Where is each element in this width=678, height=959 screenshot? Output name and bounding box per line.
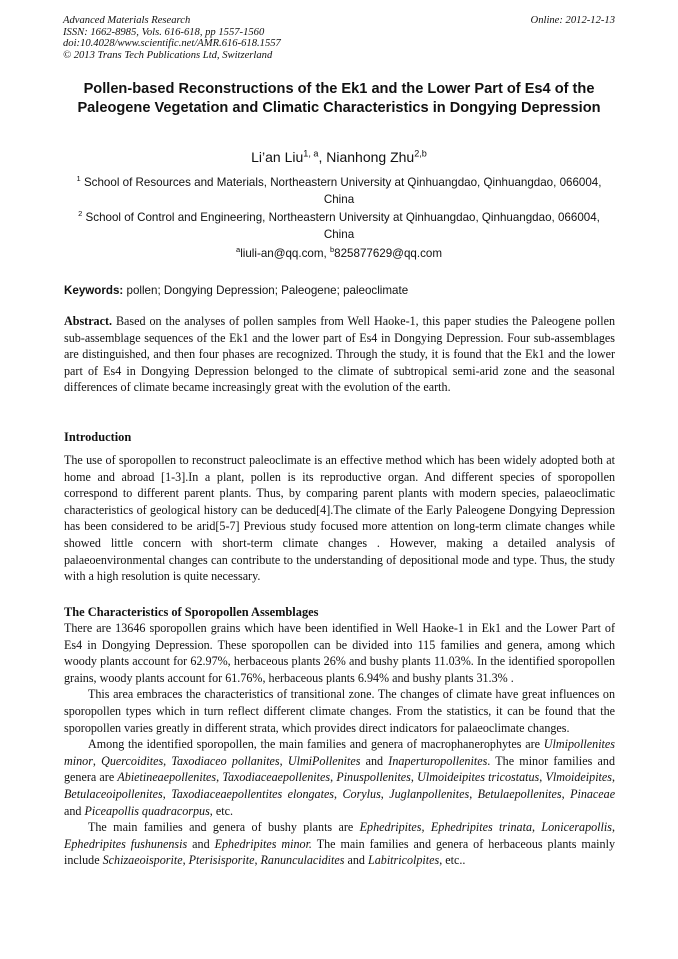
text-run: , bbox=[539, 770, 546, 785]
taxon-name: Ephedripites, Ephedripites trinata bbox=[359, 820, 532, 835]
email-line bbox=[63, 247, 615, 260]
abstract-text: Based on the analyses of pollen samples from Well Haoke-1, this paper studies the Paleogene pollen sub-assemblage sequences of the Ek1 and the lower part of Es4 in Dongying Depression. Four sub-assemblages are distinguished, and then four phases are recognized. Through the study, it is found that the Ek1 and the lower part of Es4 in Dongying Depression belonged to the climate of subtropical semi-arid zone and the seasonal differences of climate became increasingly great with the evolution of the earth. bbox=[64, 314, 615, 395]
text-run: , etc. bbox=[209, 803, 233, 818]
text-run: , bbox=[561, 786, 571, 801]
text-run: , bbox=[612, 770, 616, 785]
affiliation-2-mark: 2 bbox=[78, 209, 83, 219]
text-run: and bbox=[360, 753, 389, 768]
text-run: , bbox=[330, 770, 337, 785]
taxon-name: Taxodiaceo pollanites bbox=[171, 753, 280, 768]
doi-line: doi:10.4028/www.scientific.net/AMR.616-618.1557 bbox=[63, 38, 281, 50]
text-run: , bbox=[410, 770, 418, 785]
journal-header bbox=[63, 15, 615, 61]
introduction-heading: Introduction bbox=[64, 430, 132, 444]
affiliation-2 bbox=[63, 210, 615, 243]
text-run: , bbox=[216, 770, 223, 785]
taxon-name: Betulaepollenites bbox=[477, 786, 562, 801]
text-run: , bbox=[254, 853, 261, 868]
taxon-name: Vlmoideipites bbox=[545, 770, 612, 785]
paper-title: Pollen-based Reconstructions of the Ek1 and the Lower Part of Es4 of the Paleogene Vegetation and Climatic Characteristics in Dongying Depression bbox=[77, 81, 601, 116]
journal-name: Advanced Materials Research bbox=[63, 15, 191, 26]
characteristics-paragraph-2: This area embraces the characteristics of transitional zone. The changes of climate have great influences on sporopollen types which in turn reflect different climate changes. From the statistics, it can be found that the sporopollen varies greatly in different strata, which provides direct indicators for palaeoclimate changes. bbox=[64, 687, 615, 735]
taxon-name: Pinaceae bbox=[570, 786, 616, 801]
text-run: , bbox=[469, 786, 478, 801]
keywords-text: pollen; Dongying Depression; Paleogene; paleoclimate bbox=[123, 284, 409, 297]
text-run: , bbox=[611, 820, 615, 835]
issn-line: ISSN: 1662-8985, Vols. 616-618, pp 1557-1560 bbox=[63, 26, 265, 38]
text-run: . The minor families and genera are bbox=[64, 753, 616, 785]
characteristics-body bbox=[64, 620, 615, 869]
text-run: , bbox=[279, 753, 288, 768]
taxon-name: Betulaceoipollenites bbox=[64, 786, 163, 801]
taxon-name: Ephedripites minor. bbox=[214, 836, 312, 851]
taxon-name: Ephedripites fushunensis bbox=[64, 836, 188, 851]
taxon-name: Ranunculacidites bbox=[260, 853, 345, 868]
text-run: , bbox=[163, 753, 172, 768]
author-separator: , bbox=[318, 149, 327, 165]
affiliation-1 bbox=[63, 175, 615, 208]
characteristics-heading: The Characteristics of Sporopollen Assemblages bbox=[64, 605, 319, 619]
affiliation-1-text: School of Resources and Materials, Northeastern University at Qinhuangdao, Qinhuangdao, 066004, China bbox=[83, 176, 602, 206]
taxon-name: Labitricolpites bbox=[368, 853, 440, 868]
text-run: and bbox=[187, 836, 215, 851]
author-line bbox=[63, 149, 615, 165]
characteristics-paragraph-4 bbox=[64, 819, 615, 869]
copyright-line: © 2013 Trans Tech Publications Ltd, Switzerland bbox=[63, 49, 273, 61]
text-run: The main families and genera of herbaceous plants mainly include bbox=[64, 836, 615, 868]
characteristics-paragraph-1: There are 13646 sporopollen grains which have been identified in Well Haoke-1 in Ek1 and the Lower Part of Es4 in Dongying Depression. These sporopollen can be divided into 115 families and genera, among which woody plants account for 62.97%, herbaceous plants 26% and bushy plants 11.03%. In the identified sporopollen grains, woody plants account for 61.76%, herbaceous plants 6.94% and bushy plants 31.3% . bbox=[64, 621, 615, 685]
taxon-name: Piceapollis quadracorpus bbox=[84, 803, 210, 818]
taxon-name: Ulmipollenites minor bbox=[64, 737, 615, 768]
email-a-mark: a bbox=[236, 245, 241, 255]
taxon-name: Schizaeoisporite bbox=[102, 853, 183, 868]
taxon-name: Pterisisporite bbox=[188, 853, 255, 868]
taxon-name: Abietineaepollenites bbox=[117, 770, 217, 785]
text-run: , bbox=[182, 853, 189, 868]
taxon-name: Inaperturopollenites bbox=[388, 753, 488, 768]
taxon-name: Pinuspollenites bbox=[336, 770, 411, 785]
taxon-name: Taxodiaceaepollenites bbox=[222, 770, 331, 785]
taxon-name: Juglanpollenites bbox=[389, 786, 470, 801]
text-run: , bbox=[334, 786, 343, 801]
taxon-name: Quercoidites bbox=[101, 753, 164, 768]
email-a[interactable]: liuli-an@qq.com bbox=[240, 247, 324, 260]
taxon-name: Taxodiaceaepollentites elongates bbox=[171, 786, 335, 801]
text-run: , etc.. bbox=[439, 853, 466, 868]
author-2-affil-mark: 2,b bbox=[414, 148, 427, 159]
characteristics-paragraph-3 bbox=[64, 736, 615, 819]
keywords-label: Keywords: bbox=[64, 284, 124, 297]
taxon-name: Lonicerapollis bbox=[541, 820, 612, 835]
text-run: , bbox=[380, 786, 390, 801]
text-run: , bbox=[92, 753, 102, 768]
affiliation-1-mark: 1 bbox=[76, 174, 81, 184]
text-run: Among the identified sporopollen, the main families and genera of macrophanerophytes are bbox=[88, 737, 544, 752]
affiliation-2-text: School of Control and Engineering, Northeastern University at Qinhuangdao, Qinhuangdao, 066004, China bbox=[85, 211, 600, 241]
keywords bbox=[64, 284, 616, 297]
author-1: Li’an Liu bbox=[251, 149, 304, 165]
author-1-affil-mark: 1, a bbox=[303, 148, 319, 159]
online-date: Online: 2012-12-13 bbox=[530, 15, 615, 26]
abstract-label: Abstract. bbox=[64, 314, 113, 328]
text-run: The main families and genera of bushy plants are bbox=[88, 820, 360, 835]
text-run: and bbox=[344, 853, 368, 868]
email-b-mark: b bbox=[329, 245, 335, 255]
taxon-name: Corylus bbox=[342, 786, 381, 801]
author-2: Nianhong Zhu bbox=[326, 149, 415, 165]
taxon-name: UlmiPollenites bbox=[287, 753, 361, 768]
text-run: , bbox=[162, 786, 172, 801]
email-separator: , bbox=[323, 247, 330, 260]
taxon-name: Ulmoideipites tricostatus bbox=[417, 770, 540, 785]
text-run: , bbox=[532, 820, 542, 835]
text-run: and bbox=[64, 803, 85, 818]
email-b[interactable]: 825877629@qq.com bbox=[334, 247, 442, 260]
introduction-body: The use of sporopollen to reconstruct paleoclimate is an effective method which has been widely adopted both at home and abroad [1-3].In a plant, pollen is its reproductive organ. And different species of sporopollen correspond to different parent plants. Thus, by comparing parent plants with modern species, palaeoclimatic characteristics of geological history can be deduced[4].The climate of the Early Paleogene Dongying Depression has been considered to be arid[5-7] Previous study focused more attention on long-term climate changes while showed little concern with short-term climate changes . However, making a detailed analysis of palaeoenvironmental changes can contribute to the understanding of depositional mode and type. Thus, the study with a high resolution is quite necessary. bbox=[64, 453, 615, 584]
abstract bbox=[64, 313, 615, 396]
